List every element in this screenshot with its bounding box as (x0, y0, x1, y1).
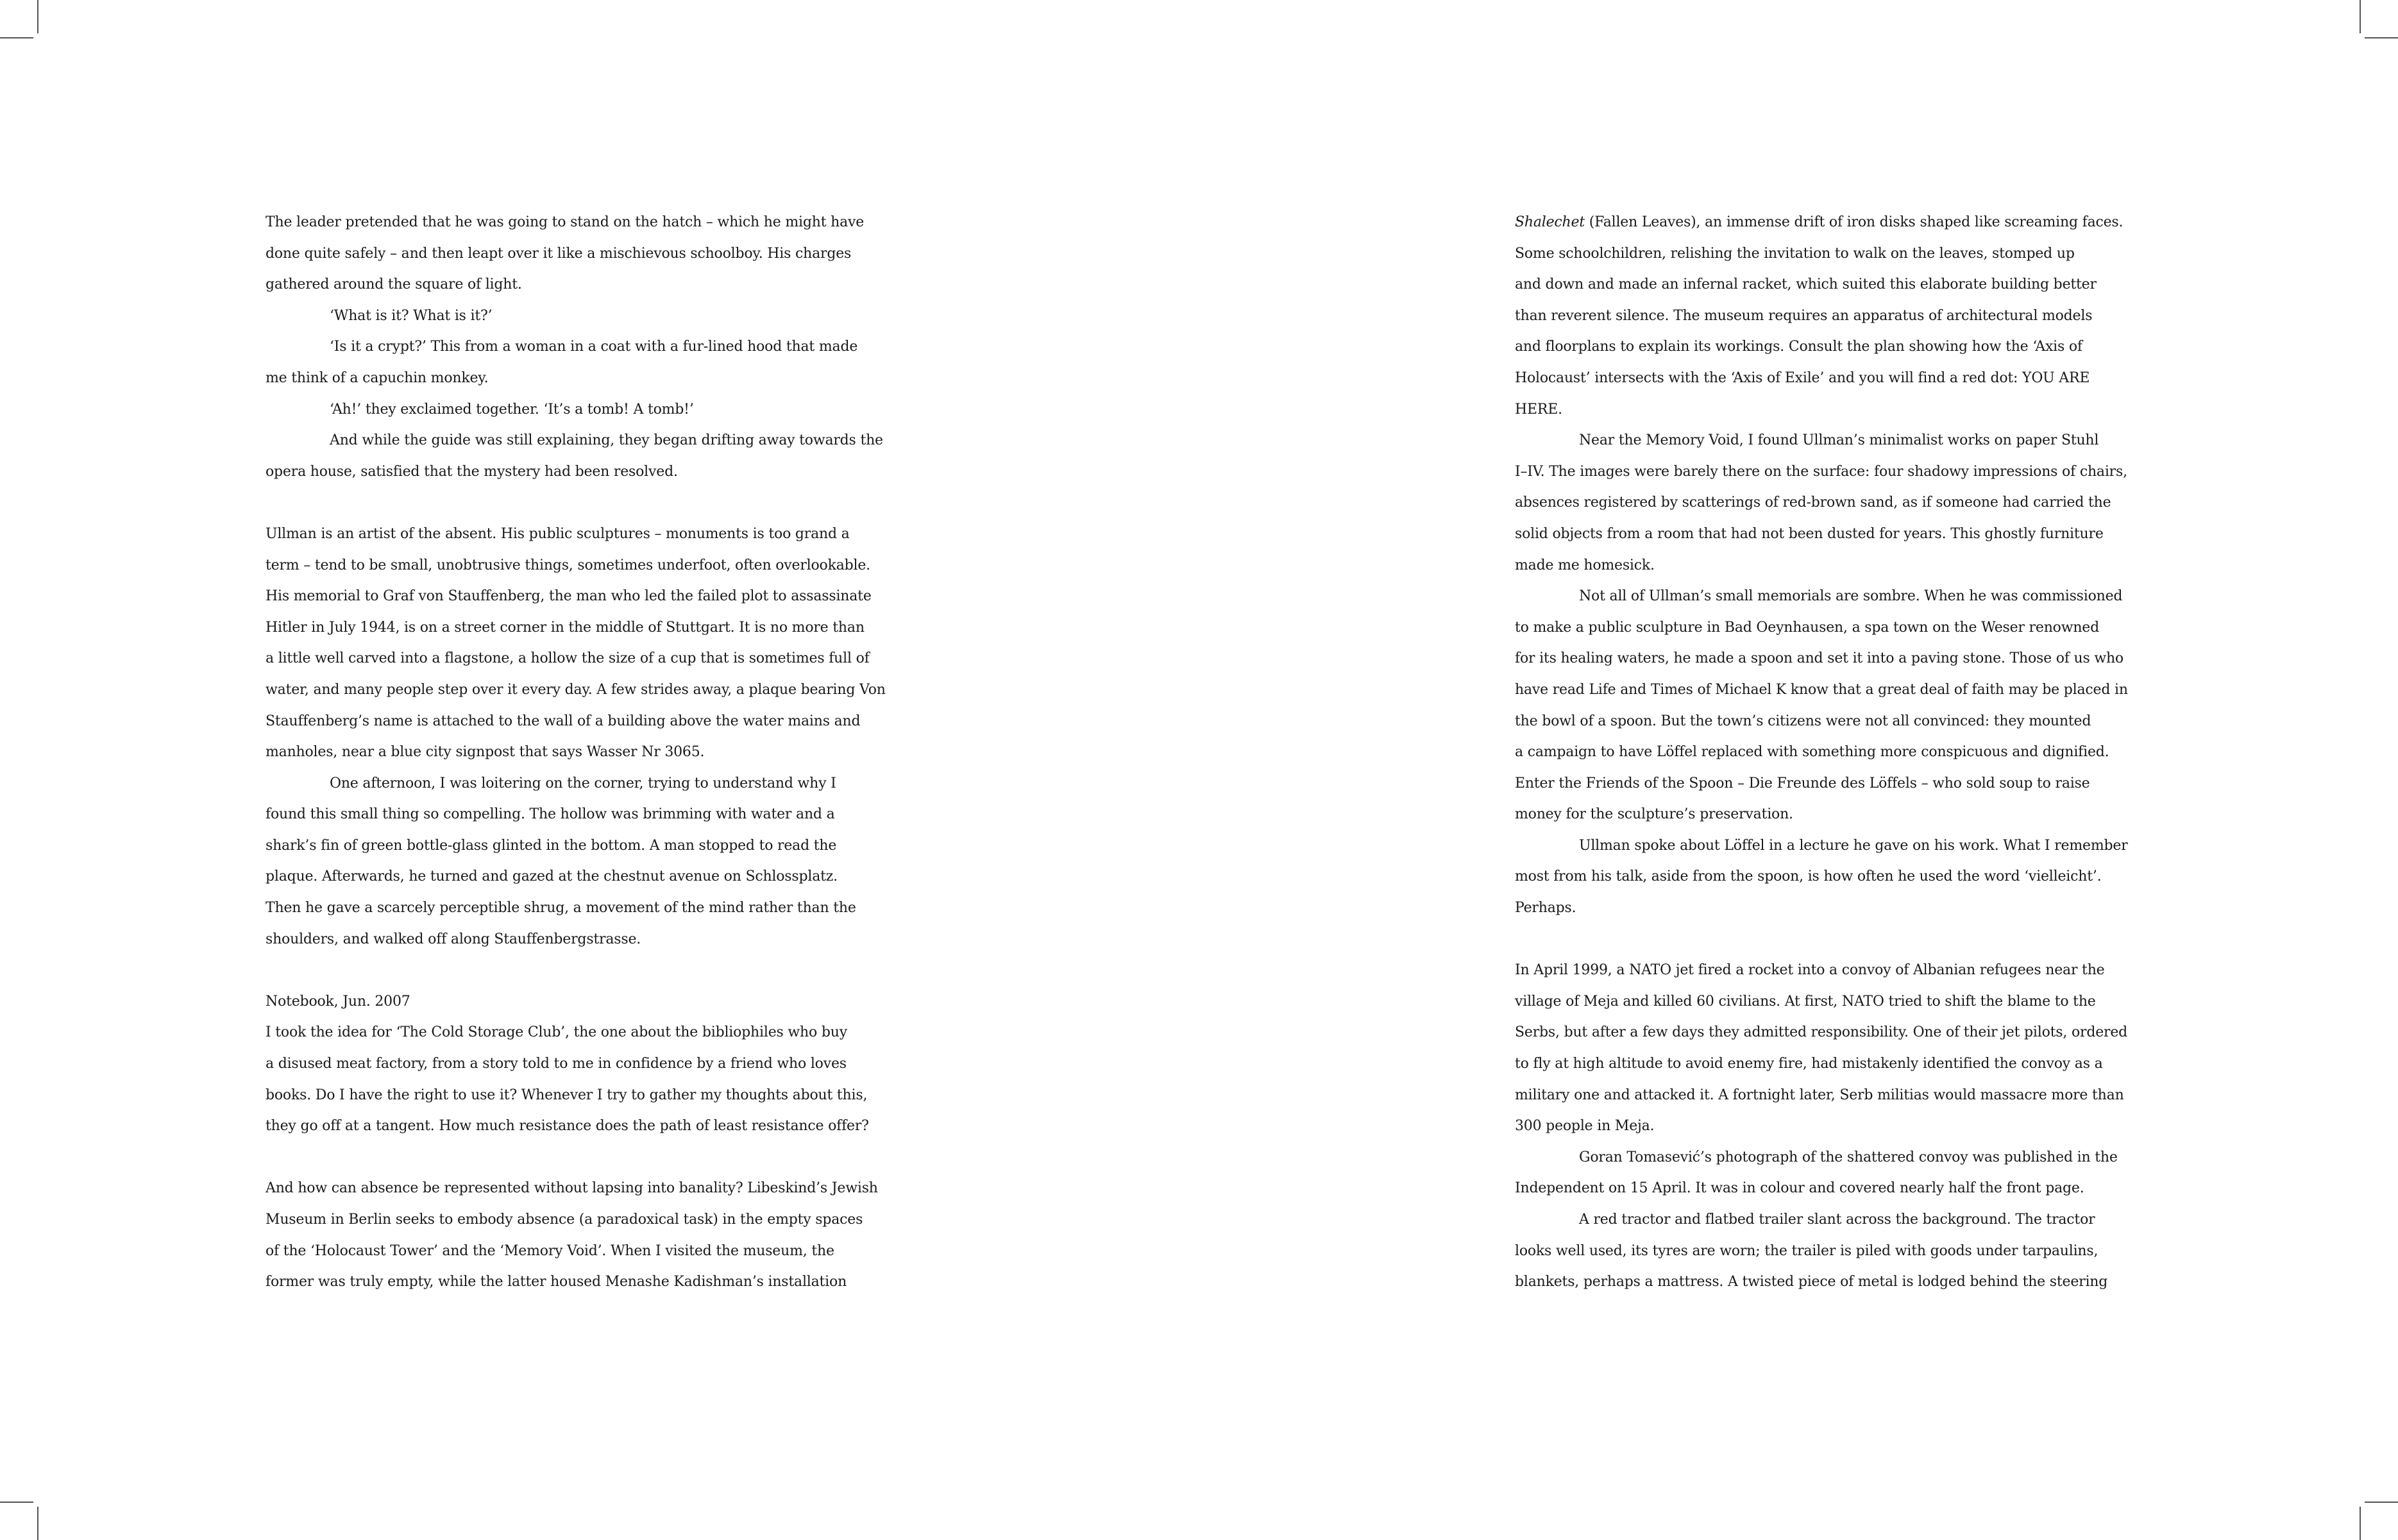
text-line: gathered around the square of light. (266, 276, 522, 293)
text-line: term – tend to be small, unobtrusive things, sometimes underfoot, often overlookable. (266, 557, 870, 573)
text-line: ‘Ah!’ they exclaimed together. ‘It’s a tomb! A tomb!’ (330, 401, 694, 418)
text-line: a little well carved into a flagstone, a hollow the size of a cup that is sometimes full of (266, 650, 870, 667)
text-line: manholes, near a blue city signpost that says Wasser Nr 3065. (266, 744, 705, 761)
crop-mark-top-right-h (2365, 37, 2398, 38)
text-line: Notebook, Jun. 2007 (266, 993, 410, 1010)
text-line: Independent on 15 April. It was in colour and covered nearly half the front page. (1515, 1180, 2084, 1197)
text-line: Ullman spoke about Löffel in a lecture he gave on his work. What I remember (1579, 837, 2128, 854)
paragraph-gap (266, 955, 907, 986)
text-line: found this small thing so compelling. The hollow was brimming with water and a (266, 806, 835, 823)
left-page-text (266, 207, 907, 1298)
text-line: shoulders, and walked off along Stauffenbergstrasse. (266, 931, 641, 947)
text-line: looks well used, its tyres are worn; the trailer is piled with goods under tarpaulins, (1515, 1242, 2098, 1259)
crop-mark-bottom-left (37, 1507, 38, 1540)
text-line: I took the idea for ‘The Cold Storage Club’, the one about the bibliophiles who buy (266, 1024, 847, 1041)
text-line: solid objects from a room that had not been dusted for years. This ghostly furniture (1515, 525, 2104, 542)
text-line: blankets, perhaps a mattress. A twisted piece of metal is lodged behind the steering (1515, 1274, 2108, 1290)
text-line: water, and many people step over it every day. A few strides away, a plaque bearing Von (266, 681, 886, 698)
paragraph-gap (266, 487, 907, 519)
text-line: Holocaust’ intersects with the ‘Axis of Exile’ and you will find a red dot: YOU ARE (1515, 369, 2090, 386)
text-line: Not all of Ullman’s small memorials are sombre. When he was commissioned (1579, 588, 2123, 605)
text-line: plaque. Afterwards, he turned and gazed at the chestnut avenue on Schlossplatz. (266, 868, 838, 885)
text-line: have read Life and Times of Michael K know that a great deal of faith may be placed in (1515, 681, 2128, 698)
text-line: Hitler in July 1944, is on a street corner in the middle of Stuttgart. It is no more than (266, 619, 865, 636)
text-line: Serbs, but after a few days they admitted responsibility. One of their jet pilots, ordered (1515, 1024, 2128, 1041)
text-line: books. Do I have the right to use it? Whenever I try to gather my thoughts about this, (266, 1087, 868, 1103)
text-line: opera house, satisfied that the mystery had been resolved. (266, 463, 678, 480)
text-line: absences registered by scatterings of red-brown sand, as if someone had carried the (1515, 495, 2111, 511)
text-line: A red tractor and flatbed trailer slant across the background. The tractor (1579, 1212, 2095, 1228)
crop-mark-bottom-left-h (0, 1502, 33, 1503)
text-line: Then he gave a scarcely perceptible shrug, a movement of the mind rather than the (266, 900, 856, 917)
text-line: me think of a capuchin monkey. (266, 369, 489, 386)
text-line: One afternoon, I was loitering on the corner, trying to understand why I (330, 775, 836, 791)
crop-mark-bottom-right-h (2365, 1502, 2398, 1503)
text-line: for its healing waters, he made a spoon and set it into a paving stone. Those of us who (1515, 650, 2124, 667)
text-line: Some schoolchildren, relishing the invitation to walk on the leaves, stomped up (1515, 245, 2075, 262)
text-line: 300 people in Meja. (1515, 1118, 1655, 1135)
text-line: made me homesick. (1515, 557, 1655, 573)
text-line: a disused meat factory, from a story told to me in confidence by a friend who loves (266, 1056, 847, 1072)
text-line: shark’s fin of green bottle-glass glinted in the bottom. A man stopped to read the (266, 837, 837, 854)
text-line: Enter the Friends of the Spoon – Die Freunde des Löffels – who sold soup to raise (1515, 775, 2090, 791)
crop-mark-top-left (37, 0, 38, 33)
text-line: ‘Is it a crypt?’ This from a woman in a coat with a fur-lined hood that made (330, 339, 858, 355)
crop-mark-bottom-right (2360, 1507, 2361, 1540)
text-line: and floorplans to explain its workings. Consult the plan showing how the ‘Axis of (1515, 339, 2082, 355)
text-line: than reverent silence. The museum requires an apparatus of architectural models (1515, 307, 2093, 324)
text-line: Ullman is an artist of the absent. His public sculptures – monuments is too grand a (266, 525, 850, 542)
text-line: a campaign to have Löffel replaced with something more conspicuous and dignified. (1515, 744, 2109, 761)
text-line: village of Meja and killed 60 civilians. At first, NATO tried to shift the blame to the (1515, 993, 2096, 1010)
text-line: ‘What is it? What is it?’ (330, 307, 493, 324)
paragraph-gap (266, 1142, 907, 1174)
text-line: money for the sculpture’s preservation. (1515, 806, 1793, 823)
text-line: to fly at high altitude to avoid enemy fire, had mistakenly identified the convoy as a (1515, 1056, 2103, 1072)
paragraph-gap (1515, 924, 2156, 956)
text-line: And while the guide was still explaining, they began drifting away towards the (330, 432, 883, 449)
text-line: And how can absence be represented without lapsing into banality? Libeskind’s Jewish (266, 1180, 878, 1197)
text-line: His memorial to Graf von Stauffenberg, the man who led the failed plot to assassinate (266, 588, 872, 605)
text-line: most from his talk, aside from the spoon, is how often he used the word ‘vielleicht’. (1515, 868, 2102, 885)
text-line: former was truly empty, while the latter housed Menashe Kadishman’s installation (266, 1274, 847, 1290)
text-line: done quite safely – and then leapt over it like a mischievous schoolboy. His charges (266, 245, 852, 262)
text-line: Goran Tomasević’s photograph of the shattered convoy was published in the (1579, 1149, 2118, 1165)
text-line (1515, 207, 2156, 239)
text-line: HERE. (1515, 401, 1562, 418)
line-rest: (Fallen Leaves), an immense drift of iron disks shaped like screaming faces. (1584, 214, 2124, 230)
italic-title: Shalechet (1515, 214, 1585, 230)
text-line: Perhaps. (1515, 900, 1576, 917)
text-line: I–IV. The images were barely there on the surface: four shadowy impressions of chairs, (1515, 463, 2127, 480)
text-line: of the ‘Holocaust Tower’ and the ‘Memory Void’. When I visited the museum, the (266, 1242, 834, 1259)
text-line: the bowl of a spoon. But the town’s citizens were not all convinced: they mounted (1515, 713, 2091, 729)
crop-mark-top-left-h (0, 37, 33, 38)
text-line: Stauffenberg’s name is attached to the wall of a building above the water mains and (266, 713, 861, 729)
text-line: and down and made an infernal racket, which suited this elaborate building better (1515, 276, 2097, 293)
text-line: In April 1999, a NATO jet fired a rocket into a convoy of Albanian refugees near the (1515, 962, 2105, 979)
text-line: Near the Memory Void, I found Ullman’s minimalist works on paper Stuhl (1579, 432, 2099, 449)
text-line: they go off at a tangent. How much resistance does the path of least resistance offer? (266, 1118, 869, 1135)
text-line: military one and attacked it. A fortnight later, Serb militias would massacre more than (1515, 1087, 2124, 1103)
right-page-text (1515, 207, 2156, 1298)
text-line: Museum in Berlin seeks to embody absence (a paradoxical task) in the empty spaces (266, 1212, 863, 1228)
crop-mark-top-right (2360, 0, 2361, 33)
text-line: The leader pretended that he was going to stand on the hatch – which he might have (266, 214, 865, 230)
text-line: to make a public sculpture in Bad Oeynhausen, a spa town on the Weser renowned (1515, 619, 2100, 636)
